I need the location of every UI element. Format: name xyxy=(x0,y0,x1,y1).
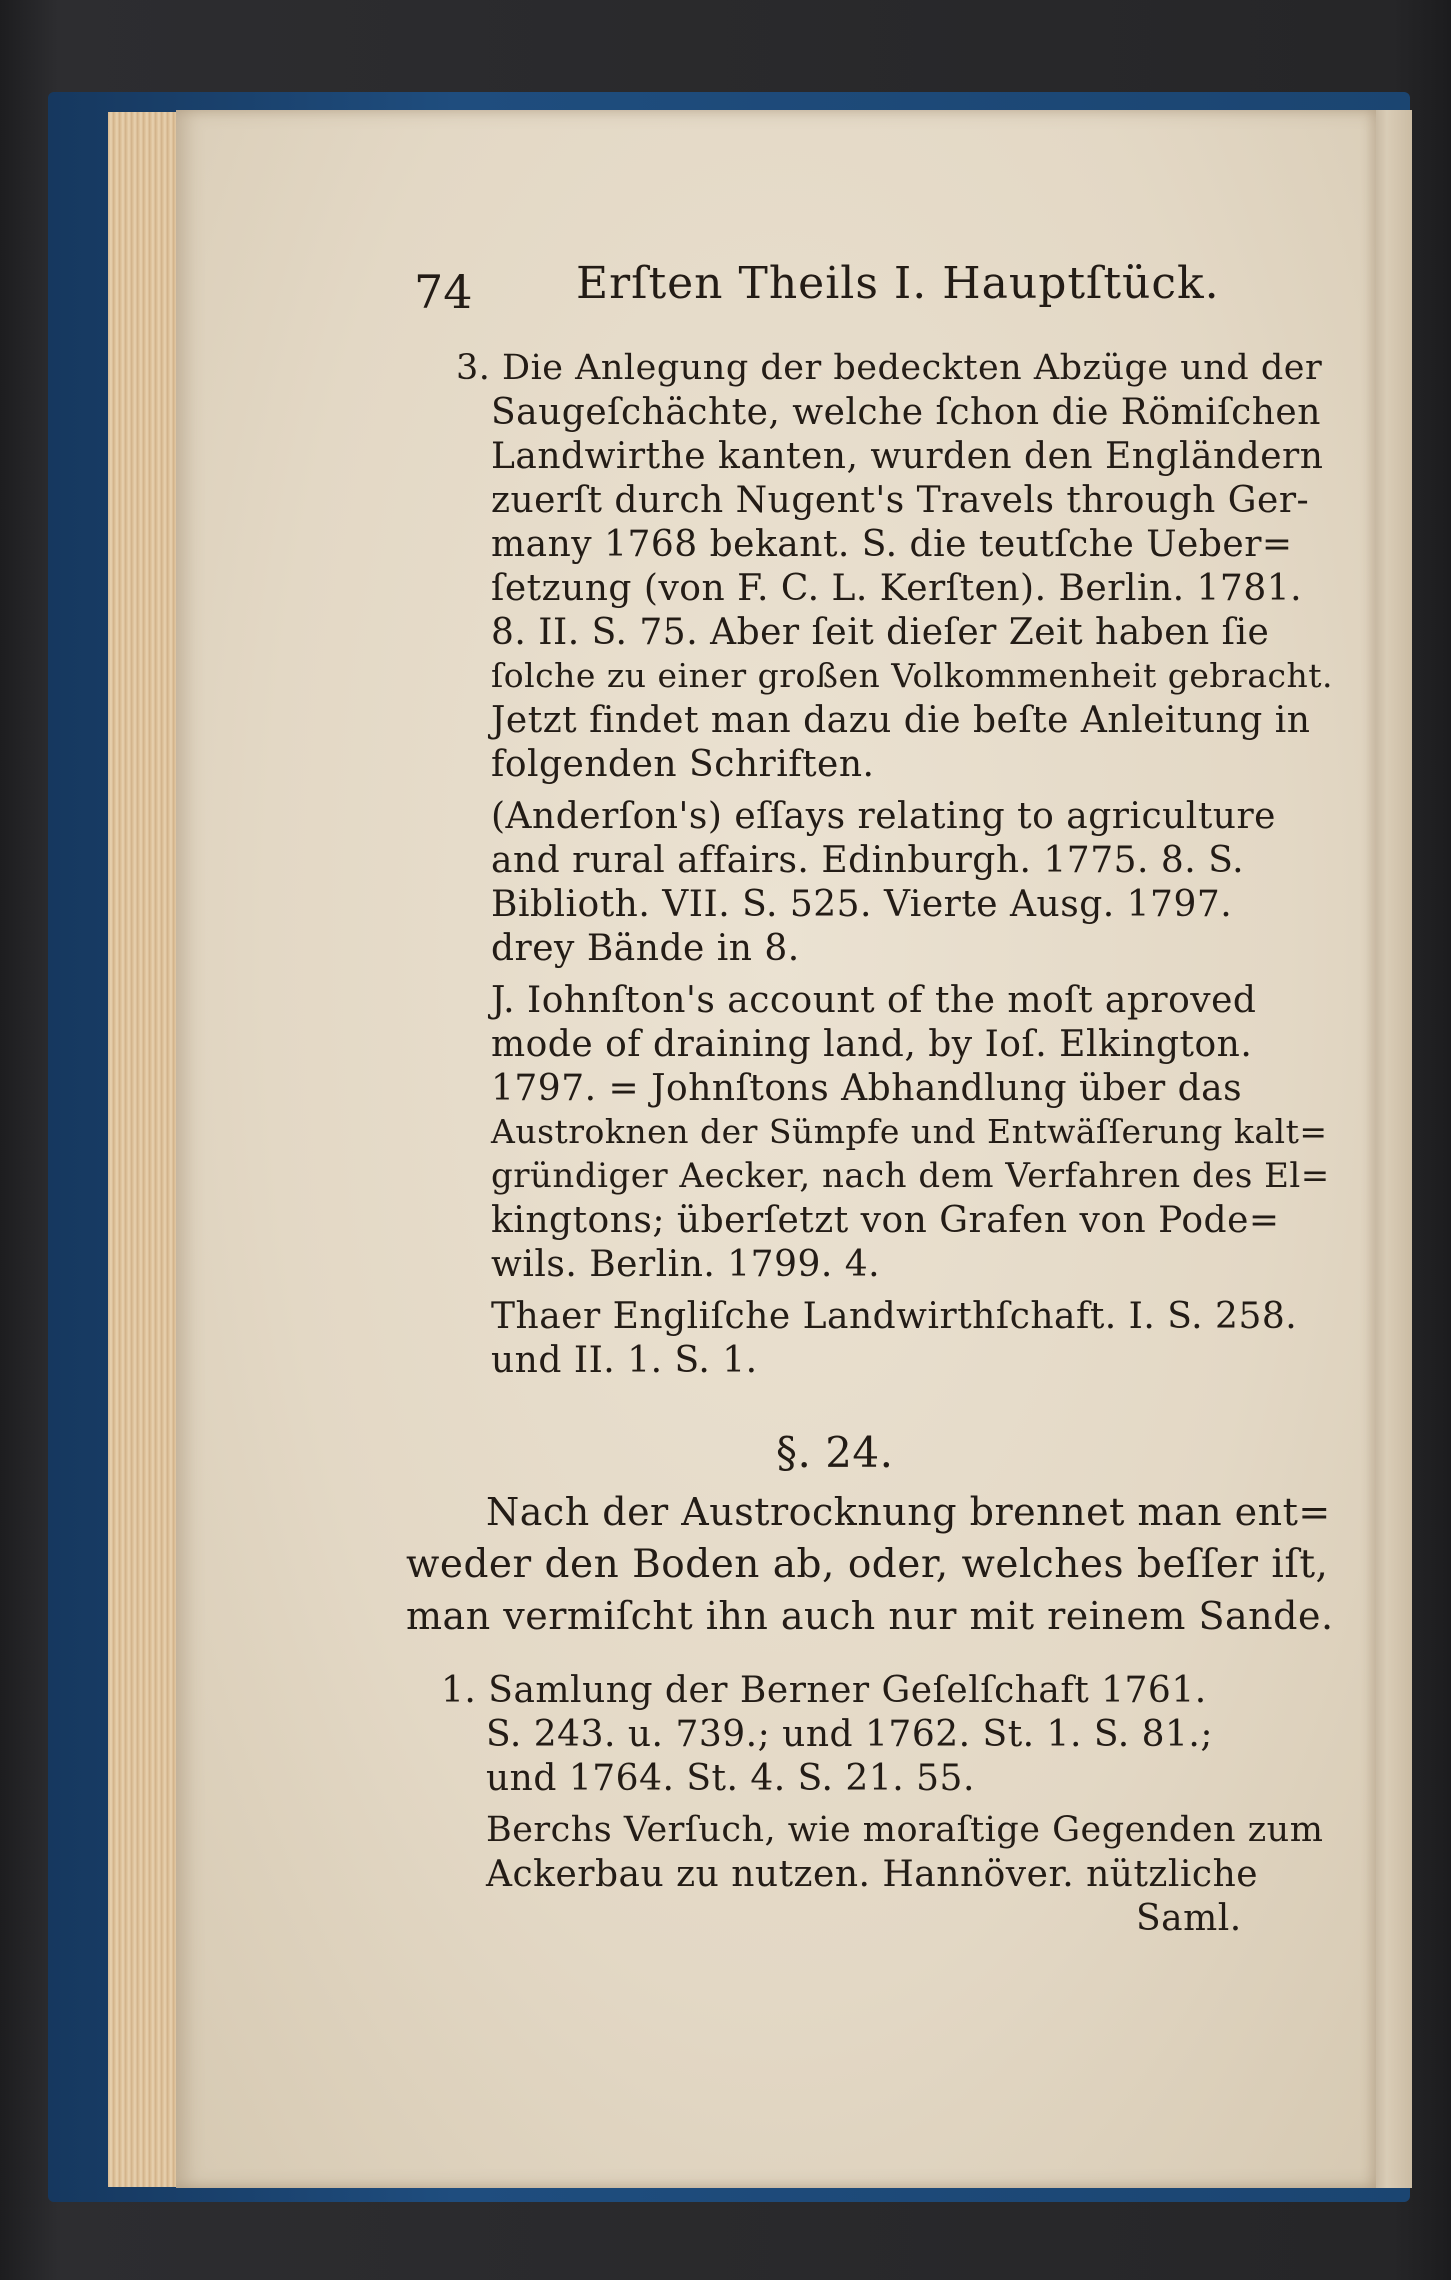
text-line: folgenden Schriften. xyxy=(491,744,875,785)
text-line: Biblioth. VII. S. 525. Vierte Ausg. 1797. xyxy=(491,884,1233,925)
text-line: gründiger Aecker, nach dem Verfahren des El= xyxy=(491,1156,1330,1196)
text-line: man vermiſcht ihn auch nur mit reinem Sande. xyxy=(406,1594,1334,1638)
text-line: S. 243. u. 739.; und 1762. St. 1. S. 81.; xyxy=(486,1714,1213,1755)
text-line: und 1764. St. 4. S. 21. 55. xyxy=(486,1758,975,1799)
text-line: ſolche zu einer großen Volkommenheit gebracht. xyxy=(491,656,1333,695)
text-line: Landwirthe kanten, wurden den Engländern xyxy=(491,436,1324,477)
section-heading: §. 24. xyxy=(776,1428,894,1477)
text-line: 1. Samlung der Berner Geſelſchaft 1761. xyxy=(441,1670,1207,1711)
text-line: Nach der Austrocknung brennet man ent= xyxy=(486,1490,1331,1534)
text-line: 1797. = Johnſtons Abhandlung über das xyxy=(491,1068,1243,1109)
text-line: Thaer Engliſche Landwirthſchaft. I. S. 258. xyxy=(491,1296,1298,1337)
text-line: drey Bände in 8. xyxy=(491,928,800,969)
text-line: J. Iohnſton's account of the moſt aproved xyxy=(491,980,1257,1021)
running-title: Erſten Theils I. Hauptſtück. xyxy=(576,258,1220,309)
text-line: und II. 1. S. 1. xyxy=(491,1340,758,1381)
page-edges xyxy=(108,112,183,2187)
text-line: zuerſt durch Nugent's Travels through Ger- xyxy=(491,480,1310,521)
text-line: Saugeſchächte, welche ſchon die Römiſchen xyxy=(491,392,1321,433)
text-line: kingtons; überſetzt von Grafen von Pode= xyxy=(491,1200,1280,1241)
text-line: 8. II. S. 75. Aber ſeit dieſer Zeit haben ſie xyxy=(491,612,1270,653)
page-number: 74 xyxy=(414,265,473,319)
text-line: Jetzt findet man dazu die beſte Anleitung in xyxy=(491,700,1311,741)
text-line: many 1768 bekant. S. die teutſche Ueber= xyxy=(491,524,1293,565)
text-line: (Anderſon's) eſſays relating to agriculture xyxy=(491,796,1276,837)
text-line: Berchs Verſuch, wie moraſtige Gegenden zum xyxy=(486,1810,1324,1850)
text-line: 3. Die Anlegung der bedeckten Abzüge und der xyxy=(456,348,1323,388)
text-line: ſetzung (von F. C. L. Kerſten). Berlin. 1781. xyxy=(491,568,1303,609)
text-line: weder den Boden ab, oder, welches beſſer iſt, xyxy=(406,1542,1329,1587)
text-line: Ackerbau zu nutzen. Hannöver. nützliche xyxy=(486,1854,1259,1895)
catchword: Saml. xyxy=(1136,1898,1242,1939)
text-line: wils. Berlin. 1799. 4. xyxy=(491,1244,881,1285)
text-line: mode of draining land, by Ioſ. Elkington. xyxy=(491,1024,1253,1065)
text-line: Austroknen der Sümpfe und Entwäſſerung kalt= xyxy=(491,1112,1328,1151)
book-page xyxy=(176,110,1376,2188)
text-line: and rural affairs. Edinburgh. 1775. 8. S. xyxy=(491,840,1245,881)
